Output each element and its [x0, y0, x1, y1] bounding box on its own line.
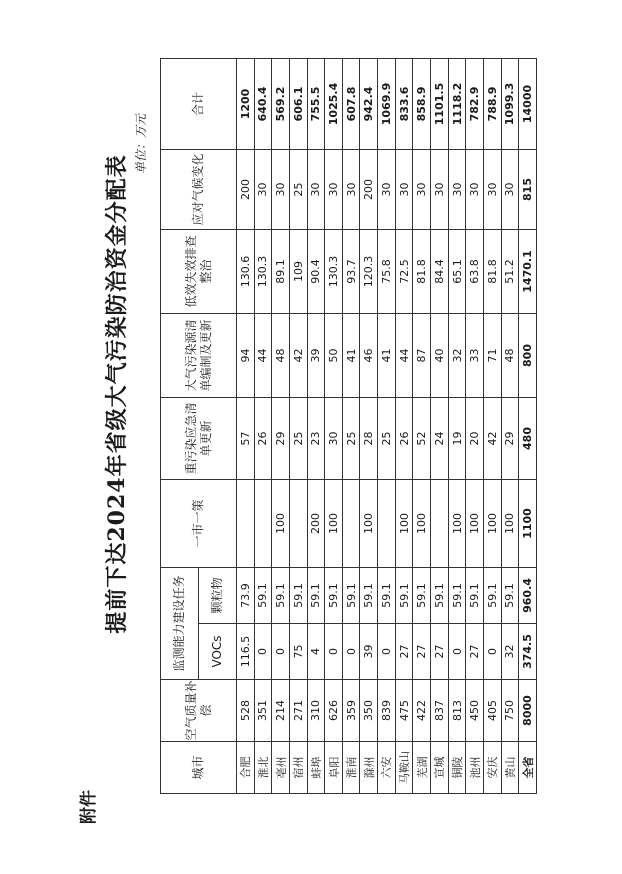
cell-city: 淮南: [342, 742, 360, 794]
cell-particulate: 59.1: [289, 567, 307, 623]
cell-climate: 200: [360, 149, 378, 229]
table-total-row: [519, 58, 537, 793]
cell-air-quality: 839: [378, 680, 396, 742]
table-row: [448, 58, 466, 793]
cell-climate: 30: [307, 149, 325, 229]
cell-vocs: 0: [342, 624, 360, 680]
cell-low-efficiency: 84.4: [431, 229, 449, 313]
cell-city: 六安: [378, 742, 396, 794]
cell-particulate: 59.1: [307, 567, 325, 623]
table-row: [466, 58, 484, 793]
cell-total: 14000: [519, 58, 537, 149]
cell-low-efficiency: 75.8: [378, 229, 396, 313]
cell-heavy-pollution: 57: [237, 397, 255, 479]
cell-air-quality: 310: [307, 680, 325, 742]
cell-heavy-pollution: 24: [431, 397, 449, 479]
table-row: [501, 58, 519, 793]
cell-air-quality: 214: [272, 680, 290, 742]
cell-climate: 30: [378, 149, 396, 229]
cell-one-city-one-policy: [254, 479, 272, 567]
cell-total: 942.4: [360, 58, 378, 149]
header-one-city-one-policy: 一市一策: [161, 479, 237, 567]
cell-one-city-one-policy: 100: [413, 479, 431, 567]
cell-city: 淮北: [254, 742, 272, 794]
allocation-table: [160, 58, 537, 794]
cell-city: 安庆: [483, 742, 501, 794]
cell-particulate: 59.1: [378, 567, 396, 623]
cell-one-city-one-policy: [342, 479, 360, 567]
cell-total: 1099.3: [501, 58, 519, 149]
cell-low-efficiency: 1470.1: [519, 229, 537, 313]
cell-heavy-pollution: 23: [307, 397, 325, 479]
cell-air-quality: 528: [237, 680, 255, 742]
cell-vocs: 39: [360, 624, 378, 680]
cell-vocs: 32: [501, 624, 519, 680]
cell-source-inventory: 39: [307, 313, 325, 397]
cell-one-city-one-policy: [378, 479, 396, 567]
cell-low-efficiency: 81.8: [413, 229, 431, 313]
header-city: 城市: [161, 742, 237, 794]
cell-source-inventory: 71: [483, 313, 501, 397]
cell-climate: 30: [431, 149, 449, 229]
cell-heavy-pollution: 25: [378, 397, 396, 479]
cell-heavy-pollution: 28: [360, 397, 378, 479]
cell-low-efficiency: 63.8: [466, 229, 484, 313]
cell-climate: 30: [254, 149, 272, 229]
cell-climate: 30: [483, 149, 501, 229]
table-row: [360, 58, 378, 793]
cell-climate: 30: [466, 149, 484, 229]
cell-air-quality: 359: [342, 680, 360, 742]
cell-source-inventory: 41: [342, 313, 360, 397]
cell-particulate: 59.1: [431, 567, 449, 623]
cell-particulate: 59.1: [254, 567, 272, 623]
cell-climate: 30: [501, 149, 519, 229]
cell-heavy-pollution: 19: [448, 397, 466, 479]
cell-low-efficiency: 81.8: [483, 229, 501, 313]
cell-vocs: 0: [448, 624, 466, 680]
cell-one-city-one-policy: 1100: [519, 479, 537, 567]
cell-source-inventory: 41: [378, 313, 396, 397]
cell-low-efficiency: 120.3: [360, 229, 378, 313]
cell-source-inventory: 48: [272, 313, 290, 397]
table-row: [237, 58, 255, 793]
cell-total: 755.5: [307, 58, 325, 149]
cell-climate: 30: [272, 149, 290, 229]
cell-vocs: 0: [272, 624, 290, 680]
cell-one-city-one-policy: 100: [501, 479, 519, 567]
cell-air-quality: 626: [325, 680, 343, 742]
cell-particulate: 59.1: [272, 567, 290, 623]
cell-particulate: 59.1: [413, 567, 431, 623]
cell-source-inventory: 87: [413, 313, 431, 397]
cell-total: 640.4: [254, 58, 272, 149]
cell-source-inventory: 94: [237, 313, 255, 397]
cell-city: 马鞍山: [395, 742, 413, 794]
table-row: [395, 58, 413, 793]
cell-climate: 30: [448, 149, 466, 229]
cell-climate: 200: [237, 149, 255, 229]
cell-air-quality: 837: [431, 680, 449, 742]
cell-vocs: 0: [254, 624, 272, 680]
table-row: [325, 58, 343, 793]
cell-particulate: 59.1: [448, 567, 466, 623]
cell-city: 亳州: [272, 742, 290, 794]
header-total: 合计: [161, 58, 237, 149]
cell-heavy-pollution: 26: [395, 397, 413, 479]
cell-low-efficiency: 72.5: [395, 229, 413, 313]
cell-city: 芜湖: [413, 742, 431, 794]
cell-total: 1101.5: [431, 58, 449, 149]
table-row: [254, 58, 272, 793]
cell-source-inventory: 48: [501, 313, 519, 397]
cell-particulate: 59.1: [360, 567, 378, 623]
cell-source-inventory: 800: [519, 313, 537, 397]
cell-air-quality: 750: [501, 680, 519, 742]
cell-air-quality: 813: [448, 680, 466, 742]
cell-source-inventory: 32: [448, 313, 466, 397]
cell-particulate: 960.4: [519, 567, 537, 623]
cell-one-city-one-policy: 100: [483, 479, 501, 567]
header-air-quality: 空气质量补偿: [161, 680, 237, 742]
cell-heavy-pollution: 20: [466, 397, 484, 479]
cell-one-city-one-policy: [289, 479, 307, 567]
table-row: [342, 58, 360, 793]
header-monitoring: 监测能力建设任务: [161, 567, 199, 679]
cell-low-efficiency: 130.3: [254, 229, 272, 313]
cell-climate: 25: [289, 149, 307, 229]
cell-source-inventory: 50: [325, 313, 343, 397]
cell-city: 合肥: [237, 742, 255, 794]
cell-particulate: 73.9: [237, 567, 255, 623]
cell-source-inventory: 40: [431, 313, 449, 397]
cell-one-city-one-policy: 100: [325, 479, 343, 567]
cell-total: 782.9: [466, 58, 484, 149]
cell-climate: 30: [413, 149, 431, 229]
cell-air-quality: 351: [254, 680, 272, 742]
cell-total: 788.9: [483, 58, 501, 149]
cell-low-efficiency: 130.3: [325, 229, 343, 313]
cell-vocs: 4: [307, 624, 325, 680]
cell-total: 1118.2: [448, 58, 466, 149]
cell-vocs: 374.5: [519, 624, 537, 680]
table-row: [431, 58, 449, 793]
header-climate: 应对气候变化: [161, 149, 237, 229]
cell-city: 宿州: [289, 742, 307, 794]
cell-low-efficiency: 93.7: [342, 229, 360, 313]
cell-city: 阜阳: [325, 742, 343, 794]
cell-air-quality: 422: [413, 680, 431, 742]
cell-low-efficiency: 90.4: [307, 229, 325, 313]
header-low-efficiency: 低效失效排查整治: [161, 229, 237, 313]
table-body: [237, 58, 537, 793]
cell-heavy-pollution: 25: [342, 397, 360, 479]
cell-total: 1200: [237, 58, 255, 149]
cell-total: 606.1: [289, 58, 307, 149]
cell-city: 宣城: [431, 742, 449, 794]
table-row: [289, 58, 307, 793]
document-title: 提前下达2024年省级大气污染防治资金分配表: [104, 154, 130, 634]
cell-low-efficiency: 89.1: [272, 229, 290, 313]
cell-air-quality: 475: [395, 680, 413, 742]
cell-source-inventory: 44: [254, 313, 272, 397]
cell-climate: 30: [325, 149, 343, 229]
cell-vocs: 27: [395, 624, 413, 680]
cell-vocs: 27: [413, 624, 431, 680]
cell-one-city-one-policy: 100: [272, 479, 290, 567]
cell-total: 1069.9: [378, 58, 396, 149]
cell-low-efficiency: 51.2: [501, 229, 519, 313]
cell-heavy-pollution: 29: [501, 397, 519, 479]
cell-one-city-one-policy: 200: [307, 479, 325, 567]
cell-low-efficiency: 109: [289, 229, 307, 313]
cell-vocs: 116.5: [237, 624, 255, 680]
table-row: [272, 58, 290, 793]
cell-heavy-pollution: 42: [483, 397, 501, 479]
cell-city: 滁州: [360, 742, 378, 794]
cell-one-city-one-policy: [237, 479, 255, 567]
cell-heavy-pollution: 480: [519, 397, 537, 479]
attachment-label: 附件: [79, 790, 99, 824]
cell-source-inventory: 44: [395, 313, 413, 397]
cell-one-city-one-policy: 100: [395, 479, 413, 567]
cell-vocs: 0: [325, 624, 343, 680]
cell-low-efficiency: 65.1: [448, 229, 466, 313]
cell-total: 569.2: [272, 58, 290, 149]
table-row: [378, 58, 396, 793]
cell-one-city-one-policy: [431, 479, 449, 567]
cell-total: 858.9: [413, 58, 431, 149]
cell-heavy-pollution: 52: [413, 397, 431, 479]
cell-total: 1025.4: [325, 58, 343, 149]
cell-air-quality: 405: [483, 680, 501, 742]
cell-heavy-pollution: 26: [254, 397, 272, 479]
header-heavy-pollution: 重污染应急清单更新: [161, 397, 237, 479]
table-row: [483, 58, 501, 793]
header-vocs: VOCs: [199, 624, 237, 680]
cell-heavy-pollution: 30: [325, 397, 343, 479]
cell-air-quality: 350: [360, 680, 378, 742]
cell-particulate: 59.1: [466, 567, 484, 623]
cell-source-inventory: 42: [289, 313, 307, 397]
cell-city: 黄山: [501, 742, 519, 794]
cell-particulate: 59.1: [395, 567, 413, 623]
cell-city: 蚌埠: [307, 742, 325, 794]
cell-climate: 815: [519, 149, 537, 229]
cell-vocs: 0: [378, 624, 396, 680]
cell-air-quality: 8000: [519, 680, 537, 742]
cell-vocs: 75: [289, 624, 307, 680]
cell-particulate: 59.1: [483, 567, 501, 623]
cell-total: 607.8: [342, 58, 360, 149]
cell-city: 池州: [466, 742, 484, 794]
cell-air-quality: 271: [289, 680, 307, 742]
table-row: [307, 58, 325, 793]
header-source-inventory: 大气污染源清单编制及更新: [161, 313, 237, 397]
cell-vocs: 0: [483, 624, 501, 680]
table-row: [413, 58, 431, 793]
cell-vocs: 27: [431, 624, 449, 680]
cell-total: 833.6: [395, 58, 413, 149]
header-particulate: 颗粒物: [199, 567, 237, 623]
cell-heavy-pollution: 25: [289, 397, 307, 479]
cell-one-city-one-policy: 100: [466, 479, 484, 567]
cell-one-city-one-policy: 100: [360, 479, 378, 567]
unit-note: 单位：万元: [134, 113, 148, 174]
cell-vocs: 27: [466, 624, 484, 680]
cell-source-inventory: 33: [466, 313, 484, 397]
cell-climate: 30: [342, 149, 360, 229]
cell-low-efficiency: 130.6: [237, 229, 255, 313]
cell-city: 铜陵: [448, 742, 466, 794]
cell-particulate: 59.1: [342, 567, 360, 623]
cell-particulate: 59.1: [325, 567, 343, 623]
cell-air-quality: 450: [466, 680, 484, 742]
cell-one-city-one-policy: 100: [448, 479, 466, 567]
cell-climate: 30: [395, 149, 413, 229]
cell-heavy-pollution: 29: [272, 397, 290, 479]
cell-particulate: 59.1: [501, 567, 519, 623]
cell-city: 全省: [519, 742, 537, 794]
cell-source-inventory: 46: [360, 313, 378, 397]
